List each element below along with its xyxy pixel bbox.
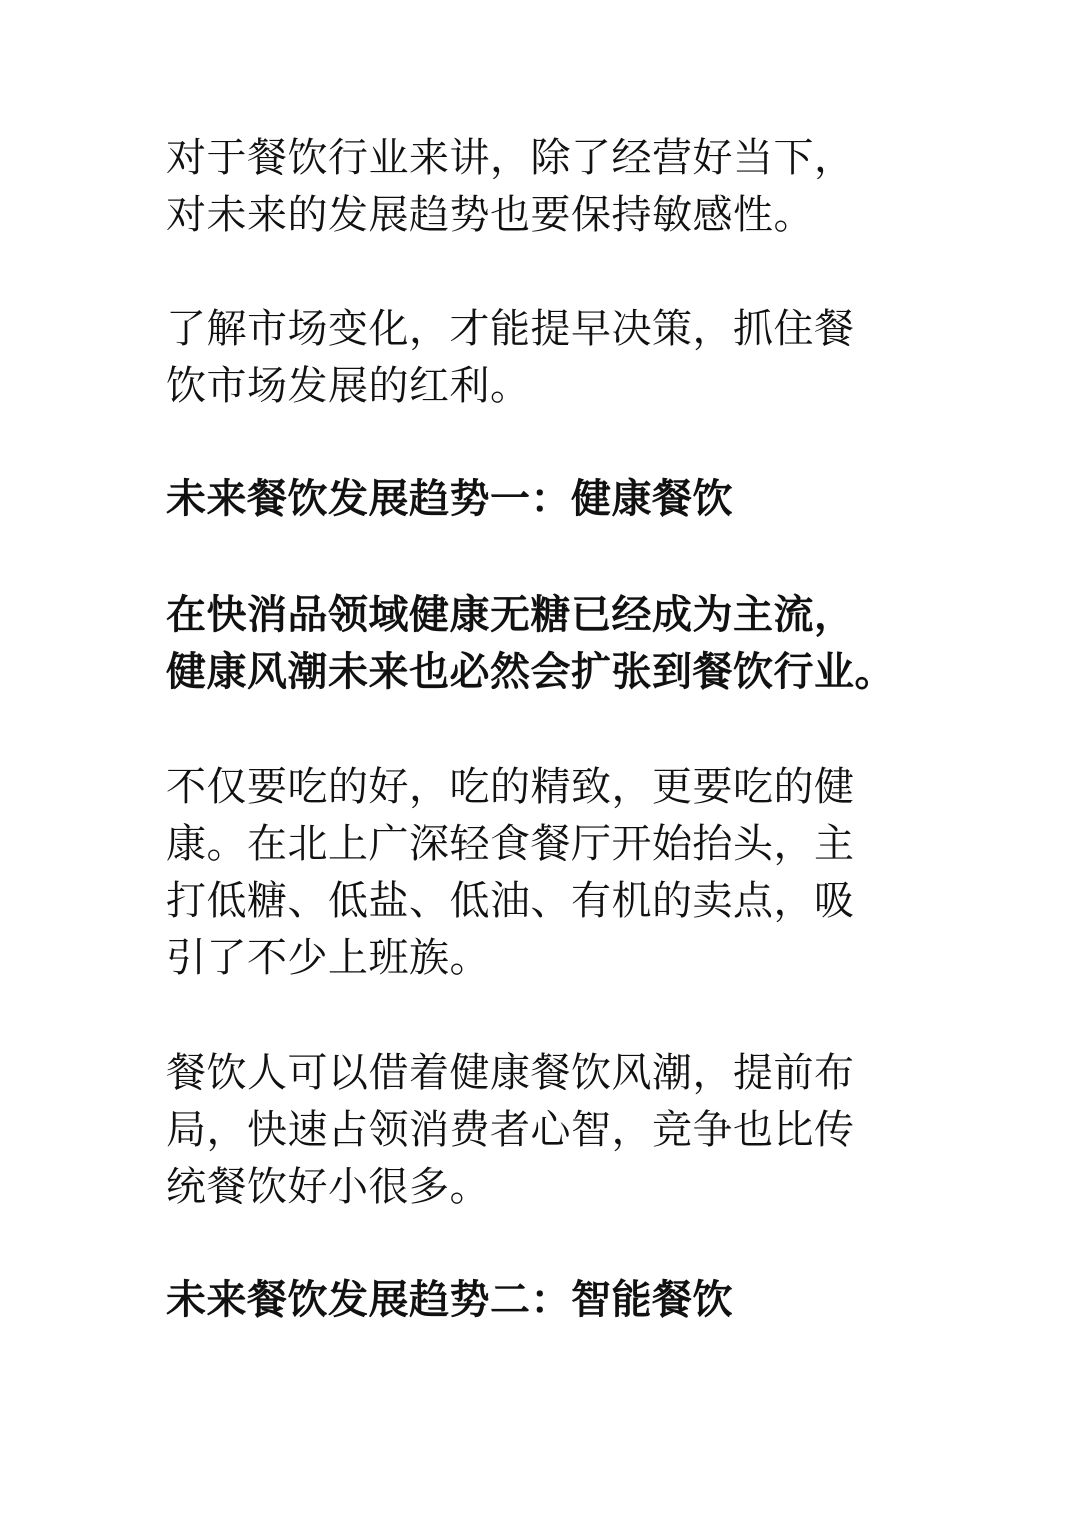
text-line: 餐饮人可以借着健康餐饮风潮，提前布: [166, 1050, 855, 1096]
intro-paragraph: [166, 130, 966, 244]
trend2-heading: 未来餐饮发展趋势二：智能餐饮: [166, 1277, 733, 1323]
text-line: 康。在北上广深轻食餐厅开始抬头，主: [166, 821, 855, 867]
trend1-bold-paragraph: [166, 587, 966, 701]
text-line: 局，快速占领消费者心智，竞争也比传: [166, 1107, 855, 1153]
text-line: 不仅要吃的好，吃的精致，更要吃的健: [166, 764, 855, 810]
text-line: 健康风潮未来也必然会扩张到餐饮行业。: [166, 649, 895, 695]
market-paragraph: [166, 301, 966, 415]
trend1-heading: 未来餐饮发展趋势一：健康餐饮: [166, 476, 733, 522]
trend1-detail-paragraph: [166, 759, 966, 987]
trend1-advice-paragraph: [166, 1045, 966, 1216]
text-line: 打低糖、低盐、低油、有机的卖点，吸: [166, 878, 855, 924]
text-line: 对于餐饮行业来讲，除了经营好当下，: [166, 135, 855, 181]
text-line: 在快消品领域健康无糖已经成为主流，: [166, 592, 855, 638]
text-line: 统餐饮好小很多。: [166, 1164, 490, 1210]
text-line: 了解市场变化，才能提早决策，抓住餐: [166, 306, 855, 352]
article-body: [166, 130, 966, 1329]
text-line: 引了不少上班族。: [166, 935, 490, 981]
text-line: 对未来的发展趋势也要保持敏感性。: [166, 192, 814, 238]
text-line: 饮市场发展的红利。: [166, 363, 531, 409]
